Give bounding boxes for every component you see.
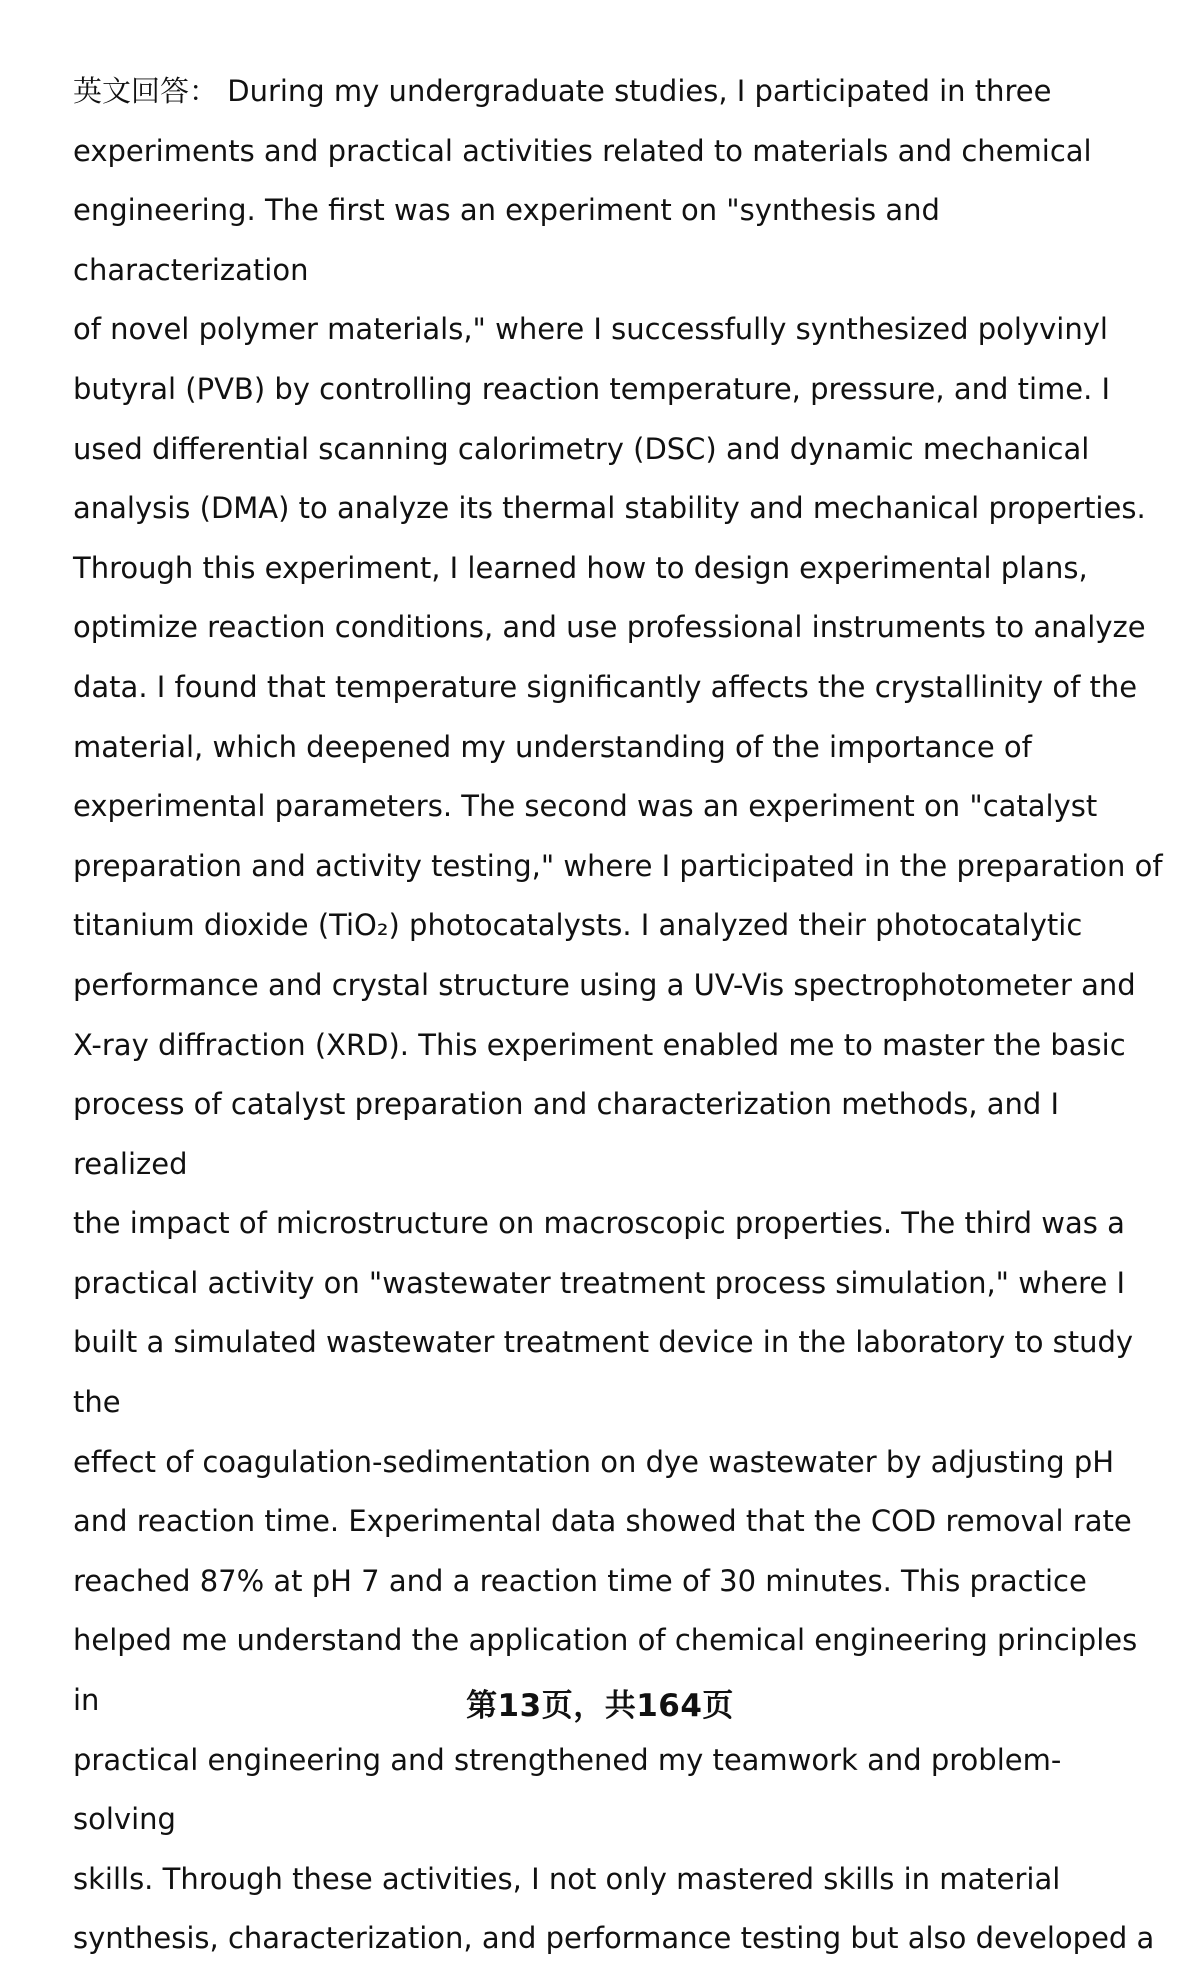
answer-body: During my undergraduate studies, I participated in three experiments and practical activities related to materials and chemical engineering. The first was an experiment on "synthesis and characterization of novel polymer materials," where I successfully synthesized polyvinyl butyral (PVB) by controlling reaction temperature, pressure, and time. I used differential scanning calorimetry (DSC) and dynamic mechanical analysis (DMA) to analyze its thermal stability and mechanical properties. Through this experiment, I learned how to design experimental plans, optimize reaction conditions, and use professional instruments to analyze data. I found that temperature significantly affects the crystallinity of the material, which deepened my understanding of the importance of experimental parameters. The second was an experiment on "catalyst preparation and activity testing," where I participated in the preparation of titanium dioxide (TiO₂) photocatalysts. I analyzed their photocatalytic performance and crystal structure using a UV-Vis spectrophotometer and X-ray diffraction (XRD). This experiment enabled me to master the basic process of catalyst preparation and characterization methods, and I realized the impact of microstructure on macroscopic properties. The third was a practical activity on "wastewater treatment process simulation," where I built a simulated wastewater treatment device in the laboratory to study the effect of coagulation-sedimentation on dye wastewater by adjusting pH and reaction time. Experimental data showed that the COD removal rate reached 87% at pH 7 and a reaction time of 30 minutes. This practice helped me understand the application of chemical engineering principles in practical engineering and strengthened my teamwork and problem-solving skills. Through these activities, I not only mastered skills in material synthesis, characterization, and performance testing but also developed a (73, 74, 1163, 1956)
answer-label: 英文回答： (73, 74, 219, 108)
page-number: 第13页，共164页 (466, 1688, 734, 1724)
